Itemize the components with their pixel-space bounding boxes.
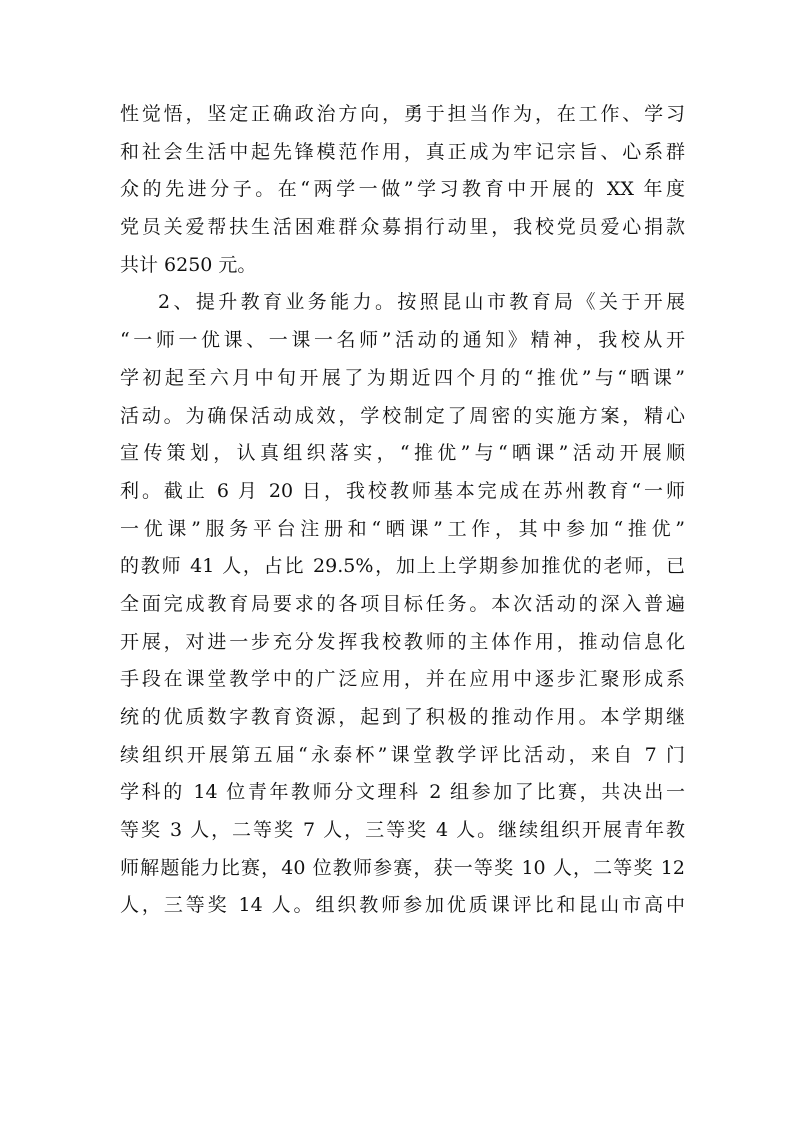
body-text xyxy=(120,96,685,925)
text-line: 利。截止 6 月 20 日，我校教师基本完成在苏州教育“一师 xyxy=(120,479,685,502)
text-line: 党员关爱帮扶生活困难群众募捐行动里，我校党员爱心捐款 xyxy=(120,216,685,239)
text-line: 和社会生活中起先锋模范作用，真正成为牢记宗旨、心系群 xyxy=(120,140,685,163)
text-line: 人，三等奖 14 人。组织教师参加优质课评比和昆山市高中 xyxy=(120,894,685,917)
text-line: 学初起至六月中旬开展了为期近四个月的“推优”与“晒课” xyxy=(120,366,685,389)
text-line: 共计 6250 元。 xyxy=(120,253,257,276)
text-line: 手段在课堂教学中的广泛应用，并在应用中逐步汇聚形成系 xyxy=(120,668,685,691)
text-line: 开展，对进一步充分发挥我校教师的主体作用，推动信息化 xyxy=(120,630,685,653)
text-line: 师解题能力比赛，40 位教师参赛，获一等奖 10 人，二等奖 12 xyxy=(120,856,685,879)
text-line: 宣传策划，认真组织落实，“推优”与“晒课”活动开展顺 xyxy=(120,442,685,465)
text-line: 续组织开展第五届“永泰杯”课堂教学评比活动，来自 7 门 xyxy=(120,743,685,766)
text-line: 众的先进分子。在“两学一做”学习教育中开展的 XX 年度 xyxy=(120,178,685,201)
text-line: 学科的 14 位青年教师分文理科 2 组参加了比赛，共决出一 xyxy=(120,781,685,804)
text-line: 全面完成教育局要求的各项目标任务。本次活动的深入普遍 xyxy=(120,592,685,615)
text-line: 一优课”服务平台注册和“晒课”工作，其中参加“推优” xyxy=(120,517,685,540)
text-line: 统的优质数字教育资源，起到了积极的推动作用。本学期继 xyxy=(120,706,685,728)
text-line: 的教师 41 人，占比 29.5%，加上上学期参加推优的老师，已 xyxy=(120,555,685,578)
text-line: “一师一优课、一课一名师”活动的通知》精神，我校从开 xyxy=(120,329,685,352)
text-line: 等奖 3 人，二等奖 7 人，三等奖 4 人。继续组织开展青年教 xyxy=(120,819,685,842)
paragraph-heading-line: 2、提升教育业务能力。按照昆山市教育局《关于开展 xyxy=(158,291,685,314)
text-line: 活动。为确保活动成效，学校制定了周密的实施方案，精心 xyxy=(120,404,685,427)
text-line: 性觉悟，坚定正确政治方向，勇于担当作为，在工作、学习 xyxy=(120,103,685,125)
